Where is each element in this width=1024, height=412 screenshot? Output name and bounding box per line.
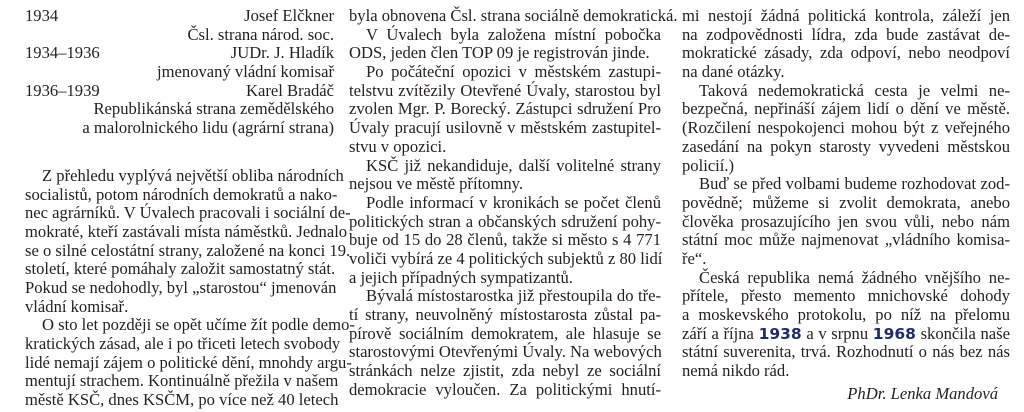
paragraph-line: politických stran a občanských sdružení pohy- bbox=[349, 211, 661, 231]
paragraph-line: století, které pomáhaly založit samostatný stát. bbox=[25, 259, 336, 279]
paragraph-line: byla obnovena Čsl. strana sociálně demokratická. bbox=[349, 6, 678, 25]
paragraph-line: mokratické zásady, zda odpoví, nebo neodpoví bbox=[682, 43, 1010, 63]
timeline-name: Josef Elčkner bbox=[244, 6, 334, 25]
mayor-timeline bbox=[25, 7, 334, 138]
paragraph-line: státní moc může najmenovat „vládního komisa- bbox=[682, 230, 1010, 250]
highlight-line bbox=[682, 325, 1010, 344]
paragraph-line: O sto let později se opět učíme žít podle demo- bbox=[42, 315, 355, 335]
paragraph-line: mentují strachem. Kontinuálně přežila v našem bbox=[25, 371, 339, 391]
year-1968: 1968 bbox=[872, 324, 916, 343]
column-3 bbox=[682, 7, 1010, 403]
paragraph-line: policií.) bbox=[682, 155, 735, 175]
paragraph-line: tí strany, neuvolněný místostarosta zůstal pa- bbox=[349, 305, 661, 324]
paragraph-line: Česká republika nemá žádného vnějšího ne- bbox=[699, 267, 1010, 287]
paragraph-line: mi nestojí žádná politická kontrola, záleží jen bbox=[682, 6, 1010, 25]
timeline-party: Čsl. strana národ. soc. bbox=[187, 24, 334, 44]
paragraph-line: KSČ již nekandiduje, další volitelné strany bbox=[366, 155, 661, 175]
paragraph-line: nejsou ve městě přítomny. bbox=[349, 174, 524, 194]
timeline-row bbox=[25, 7, 334, 26]
paragraph-line: městě KSČ, dnes KSČM, po více než 40 letech bbox=[25, 390, 339, 410]
timeline-years: 1934–1936 bbox=[25, 43, 100, 63]
paragraph-line: kratických zásad, ale i po třiceti letech svobody bbox=[25, 334, 341, 353]
paragraph-line: státní suverenita, trvá. Rozhodnutí o nás bez nás bbox=[682, 342, 1010, 362]
paragraph-line: Pokud se nedohodly, byl „starostou“ jmenován bbox=[25, 277, 337, 297]
column-3-body bbox=[682, 7, 1010, 325]
paragraph-line: stránkách nelze zjistit, zda nebyl ze sociální bbox=[349, 361, 661, 381]
paragraph-line: stvu v opozici. bbox=[349, 136, 447, 156]
paragraph-line: Úvaly pracují usilovně v městském zastupitel- bbox=[349, 118, 661, 138]
paragraph-line: V Úvalech byla založena místní pobočka bbox=[366, 24, 661, 44]
timeline-party: jmenovaný vládní komisař bbox=[157, 62, 334, 82]
text-span: skončila naše bbox=[915, 323, 1010, 343]
paragraph-line: Bývalá místostarostka již přestoupila do tře- bbox=[366, 286, 661, 306]
column-1 bbox=[25, 6, 355, 410]
paragraph-line: člověka prosazujícího jen svou vůli, nebo nám bbox=[682, 211, 1010, 231]
timeline-party: a malorolnického lidu (agrární strana) bbox=[82, 118, 334, 138]
column-2 bbox=[349, 6, 678, 399]
paragraph-line: Po počáteční opozici v městském zastupi- bbox=[366, 62, 661, 82]
paragraph-line: socialistů, potom národních demokratů a nako- bbox=[25, 184, 338, 204]
paragraph-line: voliči vybírá ze 4 politických subjektů z 80 lidí bbox=[349, 248, 663, 268]
paragraph-line: na zodpovědnosti lídra, zda bude zastávat de- bbox=[682, 24, 1010, 44]
paragraph-line: nec agrárníků. V Úvalech pracovali i sociální de- bbox=[25, 203, 351, 223]
paragraph-line: nemá nikdo rád. bbox=[682, 361, 790, 381]
timeline-name: JUDr. J. Hladík bbox=[230, 43, 334, 63]
paragraph-line: Z přehledu vyplývá největší obliba národních bbox=[42, 165, 344, 185]
paragraph-line: zasedání na pokyn starosty vyvedeni městskou bbox=[682, 136, 1010, 156]
paragraph-line: pírově sociálním demokratem, ale hlasuje se bbox=[349, 323, 661, 343]
column-2-body bbox=[349, 6, 678, 399]
column-1-body bbox=[25, 165, 355, 410]
timeline-years: 1936–1939 bbox=[25, 80, 100, 100]
paragraph-line: ře“. bbox=[682, 248, 707, 268]
paragraph-line: bezpečná, nepřináší zájem lidí o dění ve městě. bbox=[682, 99, 1010, 119]
paragraph-line: na dané otázky. bbox=[682, 62, 785, 82]
paragraph-line: buje od 15 do 28 členů, takže si město s 4 771 bbox=[349, 230, 661, 250]
paragraph-line: demokracie vyloučen. Za politickými hnutí- bbox=[349, 379, 661, 399]
paragraph-line: Buď se před volbami budeme rozhodovat zod- bbox=[699, 174, 1010, 194]
paragraph-line: a moskevského protokolu, po níž na přelomu bbox=[682, 305, 1010, 324]
timeline-years: 1934 bbox=[25, 6, 59, 25]
paragraph-line: lidé nemají zájem o politické dění, mnohdy argu- bbox=[25, 352, 352, 372]
author-signature: PhDr. Lenka Mandová bbox=[847, 383, 998, 403]
text-span: a v srpnu bbox=[801, 323, 873, 343]
paragraph-line: zvolen Mgr. P. Borecký. Zástupci sdružení Pro bbox=[349, 99, 661, 119]
paragraph-line: mokraté, kteří zastávali místa náměstků. Jednalo bbox=[25, 221, 348, 241]
paragraph-line: a jejich případných sympatizantů. bbox=[349, 267, 573, 287]
paragraph-line: ODS, jeden člen TOP 09 je registrován jinde. bbox=[349, 43, 650, 63]
timeline-party: Republikánská strana zemědělského bbox=[93, 99, 334, 119]
year-1938: 1938 bbox=[758, 324, 802, 343]
paragraph-line: starostovými Otevřenými Úvaly. Na webových bbox=[349, 342, 662, 362]
paragraph-line: povědně; můžeme si zvolit demokrata, anebo bbox=[682, 192, 1010, 212]
paragraph-line: se o silné celostátní strany, založené na konci 19. bbox=[25, 240, 351, 260]
timeline-row bbox=[25, 44, 334, 63]
paragraph-line: přítele, přesto memento mnichovské dohody bbox=[682, 286, 1010, 306]
paragraph-line: Podle informací v kronikách se počet členů bbox=[366, 192, 661, 212]
timeline-name: Karel Bradáč bbox=[246, 80, 334, 100]
text-span: září a října bbox=[682, 323, 759, 343]
paragraph-line: Taková nedemokratická cesta je velmi ne- bbox=[699, 80, 1010, 100]
paragraph-line: (Rozčilení nespokojenci mohou být z veřejného bbox=[682, 118, 1010, 138]
paragraph-line: telstvu zvítězily Otevřené Úvaly, starostou byl bbox=[349, 80, 661, 100]
paragraph-line: vládní komisař. bbox=[25, 296, 129, 316]
timeline-row bbox=[25, 82, 334, 101]
